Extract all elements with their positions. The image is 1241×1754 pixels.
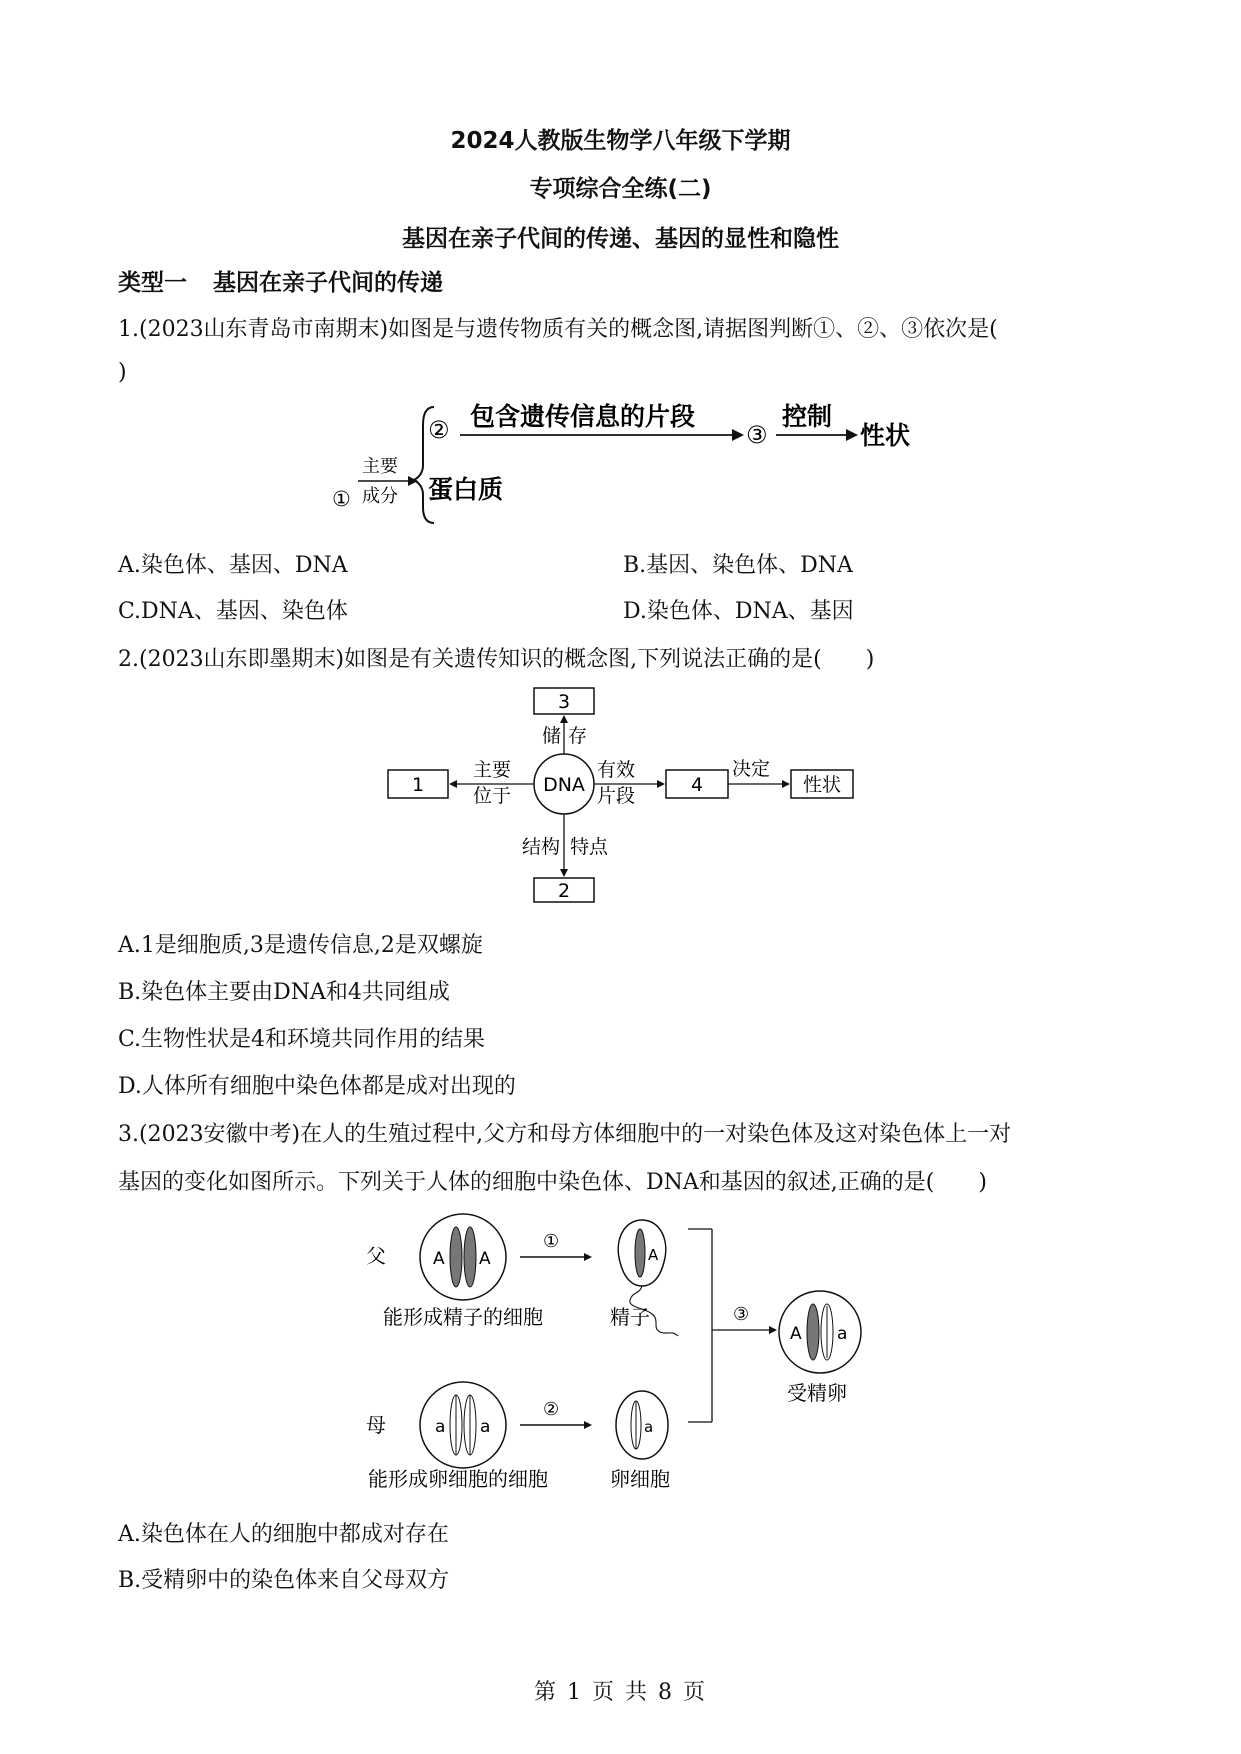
q2-right-bottom: 片段 <box>597 785 636 807</box>
q2-arrowhead-left <box>449 780 457 788</box>
q3-stem-line1: 3.(2023安徽中考)在人的生殖过程中,父方和母方体细胞中的一对染色体及这对染色体上一对 <box>118 1122 1012 1147</box>
q2-stem: 2.(2023山东即墨期末)如图是有关遗传知识的概念图,下列说法正确的是( ) <box>118 647 875 672</box>
q3-mother-cell <box>420 1382 506 1468</box>
q2-down-left: 结构 <box>522 836 561 858</box>
q2-option-b[interactable]: B.染色体主要由DNA和4共同组成 <box>118 980 450 1005</box>
q1-edge2: 包含遗传信息的片段 <box>470 402 696 431</box>
q2-arrowhead-up <box>560 715 568 723</box>
q2-left-top: 主要 <box>473 759 512 781</box>
section-heading <box>118 264 443 297</box>
q1-concept-map <box>310 395 930 525</box>
q3-step3: ③ <box>733 1304 750 1325</box>
q3-father-gene-left: A <box>433 1249 445 1269</box>
q1-protein: 蛋白质 <box>428 475 504 504</box>
q1-stem: 1.(2023山东青岛市南期末)如图是与遗传物质有关的概念图,请据图判断①、②、③依次是( <box>118 317 998 342</box>
q3-egg-cell-label: 能形成卵细胞的细胞 <box>368 1467 548 1491</box>
q3-step1: ① <box>543 1231 560 1252</box>
q2-box2-label: 2 <box>557 880 571 902</box>
q3-egg-gene: a <box>644 1418 654 1436</box>
q3-step2: ② <box>543 1399 560 1420</box>
q3-egg-label: 卵细胞 <box>610 1467 670 1491</box>
q2-option-a[interactable]: A.1是细胞质,3是遗传信息,2是双螺旋 <box>118 933 483 958</box>
q2-left-bottom: 位于 <box>473 785 512 807</box>
q3-sperm-label: 精子 <box>610 1305 650 1329</box>
q3-sperm-chromosome <box>635 1229 645 1277</box>
q3-option-b[interactable]: B.受精卵中的染色体来自父母双方 <box>118 1568 450 1593</box>
page-footer: 第 1 页 共 8 页 <box>534 1680 707 1705</box>
q2-arrowhead-down <box>560 869 568 877</box>
q1-option-a[interactable]: A.染色体、基因、DNA <box>118 553 348 578</box>
q1-trait: 性状 <box>860 421 911 450</box>
q1-arrowhead3 <box>846 429 858 441</box>
q2-trait-label: 性状 <box>802 774 842 796</box>
q3-option-a[interactable]: A.染色体在人的细胞中都成对存在 <box>118 1522 449 1547</box>
q1-edge1-top: 主要 <box>362 456 398 477</box>
q1-node1: ① <box>332 487 351 511</box>
q2-option-c[interactable]: C.生物性状是4和环境共同作用的结果 <box>118 1027 486 1052</box>
q3-father-gene-right: A <box>479 1249 491 1269</box>
q2-dna-label: DNA <box>543 774 585 796</box>
page-title: 2024人教版生物学八年级下学期 <box>450 128 791 154</box>
section-name: 基因在亲子代间的传递 <box>213 270 443 296</box>
q3-mother-gene-right: a <box>480 1417 491 1437</box>
q3-zygote-gene-left: A <box>790 1324 802 1344</box>
q2-box1-label: 1 <box>411 774 425 796</box>
q3-stem-line2: 基因的变化如图所示。下列关于人体的细胞中染色体、DNA和基因的叙述,正确的是( ) <box>118 1170 987 1195</box>
q3-mother-gene-left: a <box>435 1417 446 1437</box>
section-label: 类型一 <box>118 270 187 296</box>
q3-zygote-label: 受精卵 <box>787 1381 847 1405</box>
q2-box3-label: 3 <box>557 691 571 713</box>
q3-arrowhead3 <box>769 1326 777 1334</box>
q3-arrowhead1 <box>584 1253 592 1261</box>
q2-box4-label: 4 <box>690 774 704 796</box>
q1-node2: ② <box>428 416 450 444</box>
q1-arrowhead2 <box>732 429 744 441</box>
q2-arrowhead-decide <box>782 780 790 788</box>
q3-reproduction-diagram <box>360 1210 880 1500</box>
q2-up-right: 存 <box>568 725 588 747</box>
q2-decide: 决定 <box>732 758 771 780</box>
q3-mother: 母 <box>366 1413 386 1437</box>
page-subtitle: 专项综合全练(二) <box>529 176 712 202</box>
q1-option-b[interactable]: B.基因、染色体、DNA <box>623 553 853 578</box>
q2-arrowhead-right <box>657 780 665 788</box>
q3-zygote-gene-right: a <box>837 1324 848 1344</box>
q2-down-right: 特点 <box>570 836 609 858</box>
q3-sperm-gene: A <box>648 1246 659 1264</box>
q3-father: 父 <box>366 1244 386 1268</box>
q1-option-c[interactable]: C.DNA、基因、染色体 <box>118 599 348 624</box>
q2-concept-map <box>385 683 865 903</box>
q3-father-chromosome-left <box>450 1227 462 1287</box>
q3-arrowhead2 <box>584 1421 592 1429</box>
q3-zygote-chromosome-left <box>807 1304 819 1360</box>
q1-node3: ③ <box>746 421 768 449</box>
page-topic: 基因在亲子代间的传递、基因的显性和隐性 <box>402 226 839 252</box>
q1-stem-end: ) <box>118 360 127 385</box>
q2-up-left: 储 <box>542 725 562 747</box>
q3-sperm-cell-label: 能形成精子的细胞 <box>383 1305 543 1329</box>
q1-edge1-bottom: 成分 <box>362 486 398 507</box>
q2-right-top: 有效 <box>597 759 636 781</box>
q2-option-d[interactable]: D.人体所有细胞中染色体都是成对出现的 <box>118 1074 516 1099</box>
q1-option-d[interactable]: D.染色体、DNA、基因 <box>623 599 854 624</box>
q3-egg-cell <box>616 1391 668 1459</box>
q1-edge3: 控制 <box>782 402 833 431</box>
q3-father-chromosome-right <box>464 1227 476 1287</box>
